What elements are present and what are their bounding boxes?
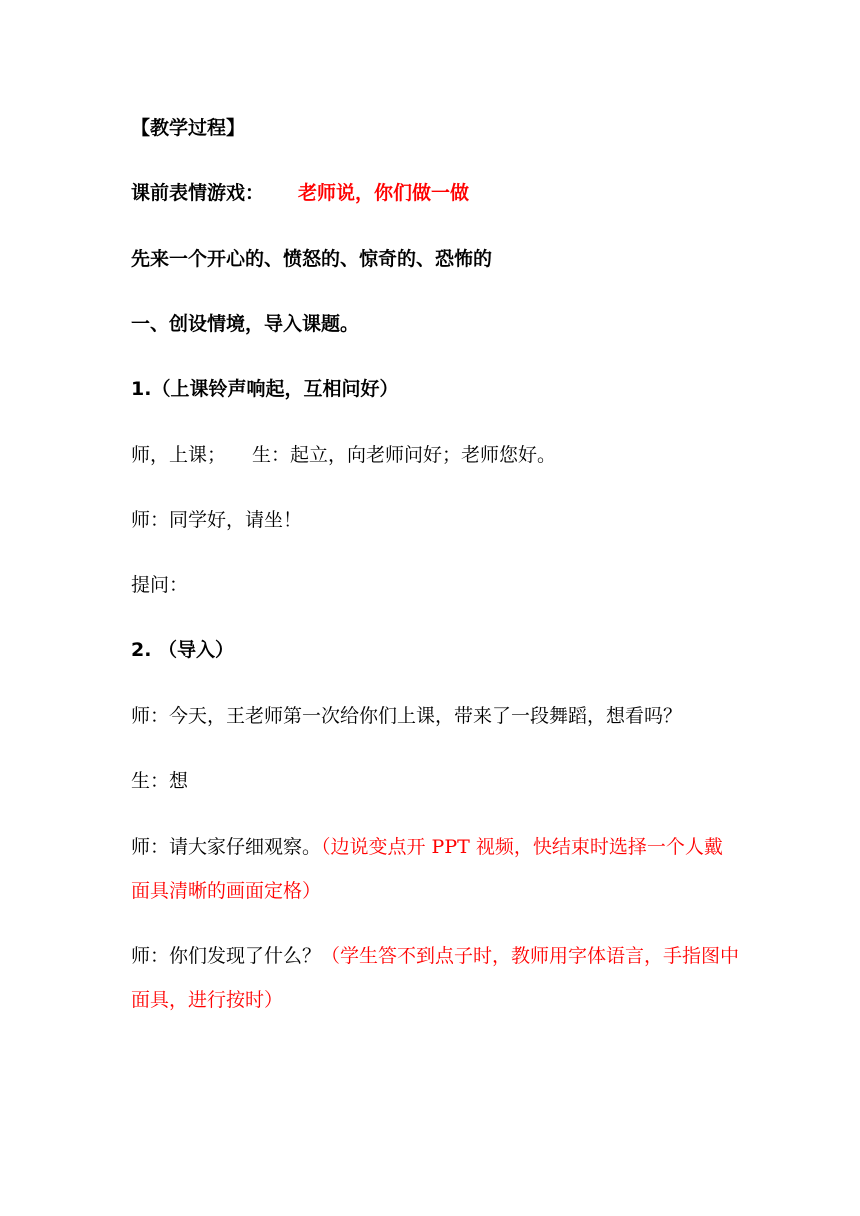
stage-direction: （学生答不到点子时，教师用字体语言，手指图中面具，进行按时） [131, 945, 740, 1011]
warmup-label: 课前表情游戏： [131, 182, 265, 204]
dialog-teacher: 师，上课； [131, 444, 227, 466]
dialog-line-1 [131, 441, 741, 469]
dialog-line-3: 提问： [131, 574, 189, 596]
dialog-line-2: 师：同学好，请坐！ [131, 509, 303, 531]
dialog-text: 师：请大家仔细观察。 [131, 836, 322, 858]
dialog-text: 师：你们发现了什么？ [131, 945, 322, 967]
warmup-game: 老师说，你们做一做 [298, 182, 470, 204]
step-one-title: 1.（上课铃声响起，互相问好） [131, 378, 399, 400]
section-one-title: 一、创设情境，导入课题。 [131, 313, 360, 335]
section-heading: 【教学过程】 [131, 117, 246, 139]
dialog-line-4: 师：今天，王老师第一次给你们上课，带来了一段舞蹈，想看吗？ [131, 705, 683, 727]
dialog-line-7 [131, 934, 741, 1022]
dialog-line-5: 生：想 [131, 770, 189, 792]
warmup-line [131, 179, 741, 207]
warmup-description: 先来一个开心的、愤怒的、惊奇的、恐怖的 [131, 248, 493, 270]
step-two-title: 2. （导入） [131, 639, 235, 661]
dialog-student: 生：起立，向老师问好；老师您好。 [252, 444, 557, 466]
dialog-line-6 [131, 825, 741, 913]
stage-direction: （边说变点开 PPT 视频，快结束时选择一个人戴面具清晰的画面定格） [131, 836, 723, 902]
